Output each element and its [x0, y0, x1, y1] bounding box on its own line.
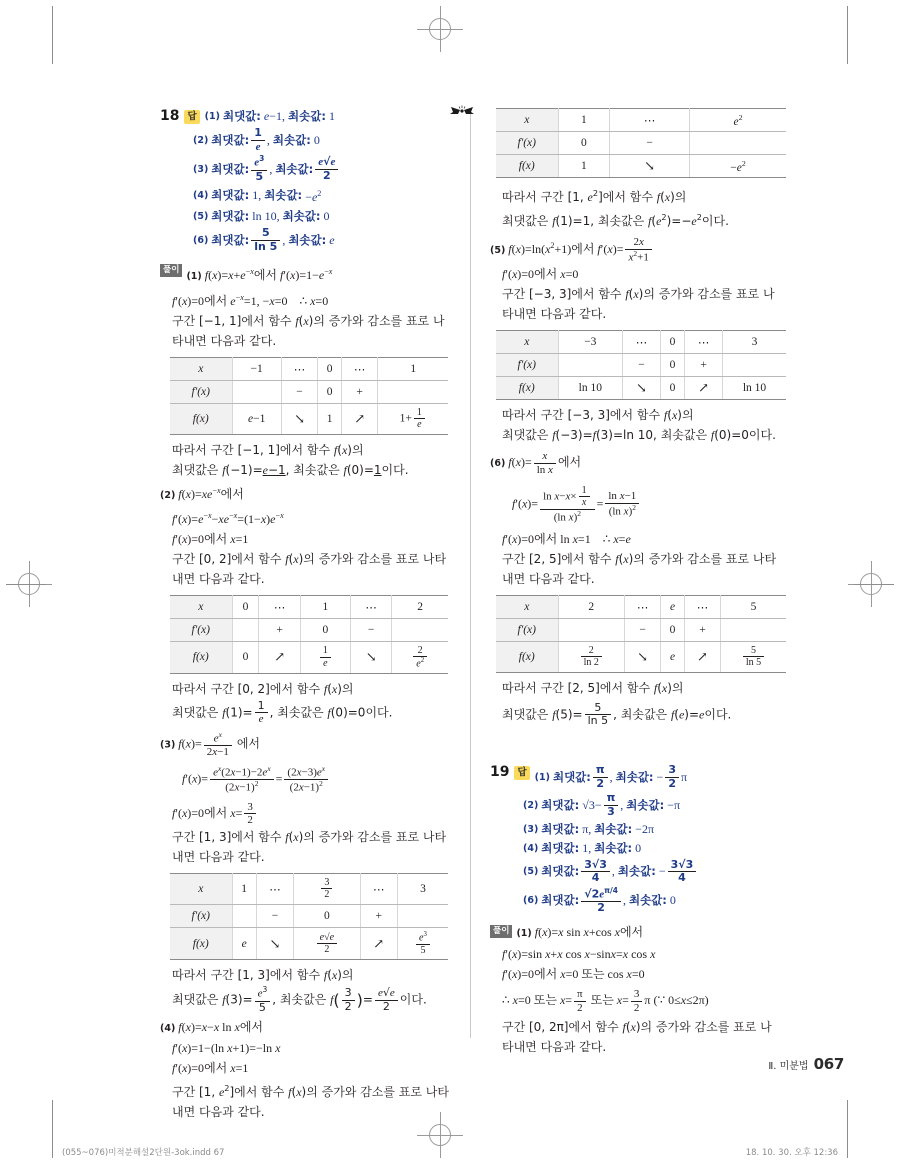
cell: $e^2$	[689, 109, 786, 132]
solution-18-2-line-3: f′(x)=0에서 x=1	[172, 531, 249, 546]
print-info-left: (055~076)미적분해설2단원-3ok.indd 67	[62, 1148, 225, 1158]
cell-x-header: x	[496, 331, 558, 354]
min-label: 최솟값:	[282, 209, 321, 224]
min-label: 최솟값:	[288, 232, 327, 247]
cell: 0	[232, 595, 259, 618]
cell: ⋯	[341, 357, 377, 380]
max-label: 최댓값:	[541, 864, 580, 879]
solution-18-3-line-2: f′(x)= $\frac{e^x(2x-1)-2e^x}{(2x-1)^2}$ = $\frac{(2x-3)e^x}{(2x-1)^2}$	[182, 765, 460, 795]
cell-x-header: x	[170, 873, 232, 904]
cell-f-header: f(x)	[170, 403, 232, 434]
solution-18-1-line-3: 구간 [−1, 1]에서 함수 f(x)의 증가와 감소를 표로 나	[172, 313, 445, 328]
table-row	[170, 873, 448, 904]
solution-19-header	[490, 922, 790, 944]
solution-19-1-line-2: f′(x)=sin x+x cos x−sinx=x cos x	[502, 946, 656, 961]
table-row	[496, 641, 786, 672]
cell: −	[350, 618, 391, 641]
table-row	[170, 641, 448, 673]
cell: 3	[722, 331, 786, 354]
answer-18-4-label: (4)	[193, 190, 209, 202]
min-label: 최솟값:	[594, 840, 633, 855]
solution-18-4-conclusion-1: 따라서 구간 [1, $e^2$]에서 함수 f(x)의	[502, 188, 687, 204]
cell: ⋯	[256, 873, 293, 904]
max-label: 최댓값:	[552, 769, 591, 784]
answer-19-5: (5) 최댓값: $\frac{3√3}{4}$ , 최솟값: − $\frac{3√3}{4}$	[523, 859, 790, 885]
max-label: 최댓값:	[211, 188, 250, 203]
cell: e	[661, 641, 685, 672]
answer-18-4: (4) 최댓값: 1, 최솟값: $-e^2$	[193, 188, 322, 205]
solution-18-1-line-2: f′(x)=0에서 $e^{-x}=1$, −x=0 ∴ x=0	[172, 292, 329, 308]
solution-badge: 풀이	[160, 264, 182, 277]
cell-fprime-header: f′(x)	[170, 618, 232, 641]
solution-18-5-conclusion-2: 최댓값은 f(−3)=f(3)=ln 10, 최솟값은 f(0)=0이다.	[502, 428, 776, 443]
solution-18-4-line-3: f′(x)=0에서 x=1	[172, 1061, 249, 1076]
cell-x-header: x	[170, 357, 232, 380]
cell: $-e^2$	[689, 155, 786, 178]
cell: 1+ $\frac{1}{e}$	[378, 403, 448, 434]
solution-badge: 풀이	[490, 925, 512, 938]
answer-18-5-label: (5)	[193, 211, 209, 223]
solution-18-6-line-3: f′(x)=0에서 ln x=1 ∴ x=e	[502, 531, 631, 546]
cell: 1	[378, 357, 448, 380]
cell: 3	[397, 873, 448, 904]
answer-18-6: (6) 최댓값: $\frac{5}{\ln 5}$ , 최솟값: e	[193, 226, 335, 253]
answer-18-3-label: (3)	[193, 163, 209, 175]
folio-page-number: 067	[813, 1055, 844, 1073]
cell: ⋯	[685, 331, 723, 354]
solution-18-2-conclusion-2: 최댓값은 f(1)= $\frac{1}{e}$ , 최솟값은 f(0)=0이다.	[172, 698, 393, 726]
cell: ⋯	[625, 595, 661, 618]
cell	[558, 618, 625, 641]
min-label: 최솟값:	[275, 161, 314, 176]
cell: −1	[232, 357, 281, 380]
part-label: (1)	[516, 927, 532, 939]
cell: −	[623, 354, 661, 377]
cell: −	[256, 904, 293, 927]
min-label: 최솟값:	[264, 188, 303, 203]
answer-19-6-label: (6)	[523, 895, 539, 907]
cell: ⋯	[281, 357, 317, 380]
cell: ln 10	[558, 377, 623, 400]
cell: +	[684, 618, 720, 641]
print-info-right: 18. 10. 30. 오후 12:36	[745, 1148, 838, 1158]
cell	[232, 380, 281, 403]
cell: 1	[558, 109, 610, 132]
table-row	[496, 132, 786, 155]
cell: $\frac{e√e}{2}$	[294, 927, 360, 959]
answer-badge-19: 답	[514, 766, 529, 780]
table-row	[496, 354, 786, 377]
cell: ⋯	[360, 873, 397, 904]
part-label: (5)	[490, 245, 506, 256]
cell: 0	[558, 132, 610, 155]
cell-arrow-down	[623, 377, 661, 400]
cell: 2	[558, 595, 625, 618]
cell: $\frac{2}{\ln 2}$	[558, 641, 625, 672]
solution-18-1-line-4: 타내면 다음과 같다.	[172, 333, 277, 348]
increase-decrease-table-18-5	[496, 330, 786, 400]
solution-18-4-line-5: 내면 다음과 같다.	[172, 1105, 265, 1120]
cell: 2	[392, 595, 448, 618]
problem-19-number: 19	[490, 764, 510, 781]
increase-decrease-table-18-2	[170, 595, 448, 674]
answer-badge-18: 답	[184, 110, 199, 124]
solution-18-3-conclusion-1: 따라서 구간 [1, 3]에서 함수 f(x)의	[172, 968, 354, 983]
answer-18-2-label: (2)	[193, 134, 209, 146]
cell: 0	[318, 357, 342, 380]
cell-arrow-down	[610, 155, 690, 178]
table-row	[170, 403, 448, 434]
cell-fprime-header: f′(x)	[496, 354, 558, 377]
solution-18-4-line-2: f′(x)=1−(ln x+1)=−ln x	[172, 1041, 281, 1056]
cell	[722, 354, 786, 377]
solution-18-4-line-4: 구간 [1, $e^2$]에서 함수 f(x)의 증가와 감소를 표로 나타	[172, 1083, 449, 1100]
table-row	[496, 377, 786, 400]
solution-18-6-line-2: f′(x)= ln x−x× $\frac{1}{x}$ (ln x)$^2$ = $\frac{\text{ln x−1}}{(\ln x)^2}$	[512, 485, 790, 524]
cell-arrow-up	[259, 641, 300, 673]
problem-19-header	[490, 764, 790, 790]
cell: ⋯	[610, 109, 690, 132]
cell	[558, 354, 623, 377]
cell	[232, 618, 259, 641]
answer-19-3-label: (3)	[523, 823, 539, 835]
table-row	[170, 595, 448, 618]
cell-arrow-up	[685, 377, 723, 400]
cell: $\frac{5}{\ln 5}$	[721, 641, 786, 672]
cell: $\frac{e^3}{5}$	[397, 927, 448, 959]
solution-18-3-line-3: f′(x)=0에서 x= $\frac{3}{2}$	[172, 801, 460, 827]
cell-arrow-up	[684, 641, 720, 672]
increase-decrease-table-18-4	[496, 108, 786, 178]
part-label: (6)	[490, 458, 506, 470]
solution-18-2-line-2: $f'(x)=e^{-x}-xe^{-x}=(1-x)e^{-x}$	[172, 510, 284, 526]
cell: +	[259, 618, 300, 641]
cell	[689, 132, 786, 155]
max-label: 최댓값:	[222, 109, 261, 123]
cell: ⋯	[259, 595, 300, 618]
solution-18-2-line-5: 내면 다음과 같다.	[172, 571, 265, 586]
answer-19-4-label: (4)	[523, 842, 539, 854]
table-row	[170, 927, 448, 959]
table-row	[496, 155, 786, 178]
cell: 5	[721, 595, 786, 618]
cell-f-header: f(x)	[496, 641, 558, 672]
cell-arrow-up	[360, 927, 397, 959]
solution-18-header	[160, 261, 460, 287]
cell: $\frac{2}{e^2}$	[392, 641, 448, 673]
cell: ⋯	[623, 331, 661, 354]
answer-19-3: (3) 최댓값: π, 최솟값: −2π	[523, 821, 655, 836]
table-row	[170, 618, 448, 641]
cell: ⋯	[350, 595, 391, 618]
cell: 1	[558, 155, 610, 178]
cell: 1	[318, 403, 342, 434]
cell: 0	[660, 377, 685, 400]
cell: ⋯	[684, 595, 720, 618]
solution-19-1-line-5: 구간 [0, 2π]에서 함수 f(x)의 증가와 감소를 표로 나	[502, 1020, 772, 1035]
min-label: 최솟값:	[594, 821, 633, 836]
solution-18-3-line-5: 내면 다음과 같다.	[172, 849, 265, 864]
folio-chapter: Ⅱ. 미분법	[768, 1061, 809, 1072]
solution-18-1-conclusion-2: 최댓값은 f(−1)=e−1, 최솟값은 f(0)=1이다.	[172, 462, 409, 477]
cell: 0	[660, 354, 685, 377]
solution-18-3-line-4: 구간 [1, 3]에서 함수 f(x)의 증가와 감소를 표로 나타	[172, 829, 447, 844]
cell-fprime-header: f′(x)	[170, 904, 232, 927]
folio	[768, 1055, 844, 1073]
cell	[232, 904, 256, 927]
solution-18-2-conclusion-1: 따라서 구간 [0, 2]에서 함수 f(x)의	[172, 681, 354, 696]
cell: ln 10	[722, 377, 786, 400]
solution-18-6-line-5: 내면 다음과 같다.	[502, 571, 595, 586]
table-row	[496, 109, 786, 132]
cell-f-header: f(x)	[496, 377, 558, 400]
cell: 0	[318, 380, 342, 403]
cell-fprime-header: f′(x)	[496, 132, 558, 155]
answer-18-3: (3) 최댓값: $\frac{e^3}{5}$ , 최솟값: $\frac{e√e}{2}$	[193, 155, 460, 183]
cell-arrow-down	[256, 927, 293, 959]
solution-18-2-line-1: (2) $f(x)=xe^{-x}$에서	[160, 485, 244, 501]
answer-19-6: (6) 최댓값: $\frac{√2e^{\pi/4}}{2}$ , 최솟값: 0	[523, 885, 676, 915]
cell: −	[610, 132, 690, 155]
cell: e	[661, 595, 685, 618]
answer-19-1-label: (1)	[534, 771, 550, 783]
answer-19-1: (1) 최댓값: $\frac{\pi}{2}$ , 최솟값: − $\frac{3}{2}$ π	[534, 763, 688, 790]
max-label: 최댓값:	[211, 132, 250, 147]
table-row	[170, 904, 448, 927]
cell-arrow-down	[350, 641, 391, 673]
cell: 0	[294, 904, 360, 927]
min-label: 최솟값:	[615, 769, 654, 784]
min-label: 최솟값:	[272, 132, 311, 147]
cell-fprime-header: f′(x)	[170, 380, 232, 403]
answer-19-2-label: (2)	[523, 800, 539, 811]
solution-18-3-line-1: (3) f(x)= $\frac{e^x}{2x-1}$ 에서	[160, 730, 261, 759]
solution-18-5-line-2: f′(x)=0에서 x=0	[502, 267, 579, 282]
solution-18-2-line-4: 구간 [0, 2]에서 함수 f(x)의 증가와 감소를 표로 나타	[172, 551, 447, 566]
solution-18-4-line-1: (4) f(x)=x−x ln x에서	[160, 1020, 264, 1035]
max-label: 최댓값:	[541, 798, 580, 812]
max-label: 최댓값:	[541, 893, 580, 908]
max-label: 최댓값:	[211, 161, 250, 176]
table-row	[170, 380, 448, 403]
cell: 0	[661, 618, 685, 641]
part-label: (1)	[186, 270, 202, 282]
solution-18-5-conclusion-1: 따라서 구간 [−3, 3]에서 함수 f(x)의	[502, 408, 694, 423]
max-label: 최댓값:	[541, 840, 580, 855]
cell: +	[341, 380, 377, 403]
solution-19-1-line-1: (1) f(x)=x sin x+cos x에서	[516, 924, 644, 939]
solution-18-5-line-3: 구간 [−3, 3]에서 함수 f(x)의 증가와 감소를 표로 나	[502, 287, 775, 302]
cell: +	[685, 354, 723, 377]
cell-arrow-down	[281, 403, 317, 434]
part-label: (2)	[160, 489, 176, 501]
cell-fprime-header: f′(x)	[496, 618, 558, 641]
min-label: 최솟값:	[288, 109, 326, 123]
cell-f-header: f(x)	[170, 641, 232, 673]
table-row	[496, 595, 786, 618]
max-label: 최댓값:	[541, 821, 580, 836]
cell: 1	[232, 873, 256, 904]
cell-arrow-up	[341, 403, 377, 434]
cell-f-header: f(x)	[170, 927, 232, 959]
cell-x-header: x	[170, 595, 232, 618]
min-label: 최솟값:	[617, 864, 656, 879]
cell	[721, 618, 786, 641]
table-row	[496, 331, 786, 354]
cell: −3	[558, 331, 623, 354]
answer-18-1: (1) 최댓값: e−1, 최솟값: 1	[204, 109, 335, 123]
answer-19-2: (2) 최댓값: √3− $\frac{\pi}{3}$ , 최솟값: −π	[523, 791, 681, 818]
solution-18-5-line-4: 타내면 다음과 같다.	[502, 307, 607, 322]
part-label: (3)	[160, 739, 176, 751]
cell	[392, 618, 448, 641]
answer-18-1-label: (1)	[204, 111, 220, 122]
solution-18-6-line-1: (6) f(x)= $\frac{x}{\text{ln x}}$ 에서	[490, 450, 582, 476]
cell: 1	[300, 595, 350, 618]
min-label: 최솟값:	[626, 798, 665, 812]
cell: e−1	[232, 403, 281, 434]
max-label: 최댓값:	[211, 209, 250, 224]
cell: $\frac{1}{e}$	[300, 641, 350, 673]
answer-18-6-label: (6)	[193, 234, 209, 246]
cell-x-header: x	[496, 595, 558, 618]
cell: $\frac{3}{2}$	[294, 873, 360, 904]
max-label: 최댓값:	[211, 232, 250, 247]
solution-18-6-line-4: 구간 [2, 5]에서 함수 f(x)의 증가와 감소를 표로 나타	[502, 551, 777, 566]
solution-18-6-conclusion-1: 따라서 구간 [2, 5]에서 함수 f(x)의	[502, 680, 684, 695]
increase-decrease-table-18-6	[496, 595, 786, 673]
cell: 0	[660, 331, 685, 354]
cell: 0	[300, 618, 350, 641]
min-label: 최솟값:	[628, 893, 667, 908]
solution-18-1-line-1: (1) $f(x)=x+e^{-x}$에서 $f'(x)=1-e^{-x}$	[186, 266, 333, 282]
table-row	[170, 357, 448, 380]
answer-18-5: (5) 최댓값: ln 10, 최솟값: 0	[193, 209, 330, 224]
cell-f-header: f(x)	[496, 155, 558, 178]
answer-18-2: (2) 최댓값: $\frac{1}{e}$ , 최솟값: 0	[193, 126, 320, 153]
answer-19-4: (4) 최댓값: 1, 최솟값: 0	[523, 840, 642, 855]
answer-19-5-label: (5)	[523, 866, 539, 878]
solution-19-1-line-6: 타내면 다음과 같다.	[502, 1040, 607, 1055]
cell-x-header: x	[496, 109, 558, 132]
cell: e	[232, 927, 256, 959]
solution-18-5-line-1: (5) $f(x)=\ln(x^2+1)$에서 f′(x)= $\frac{2x}{x^2+1}$	[490, 236, 790, 264]
solution-18-3-conclusion-2: 최댓값은 f(3)= $\frac{e^3}{5}$ , 최솟값은 f( $\frac{3}{2}$ )= $\frac{e√e}{2}$ 이다.	[172, 985, 427, 1014]
cell: −	[281, 380, 317, 403]
cell: −	[625, 618, 661, 641]
increase-decrease-table-18-1	[170, 357, 448, 435]
solution-19-1-line-4: ∴ x=0 또는 x= $\frac{\pi}{2}$ 또는 x= $\frac{3}{2}$ π (∵ 0≤x≤2π)	[502, 987, 709, 1014]
problem-18-number: 18	[160, 108, 180, 124]
increase-decrease-table-18-3	[170, 873, 448, 960]
left-column	[160, 108, 460, 1123]
cell-arrow-down	[625, 641, 661, 672]
right-column	[490, 108, 790, 1058]
cell	[397, 904, 448, 927]
cell: 0	[232, 641, 259, 673]
cell: +	[360, 904, 397, 927]
column-divider	[470, 108, 471, 1038]
problem-18-header	[160, 108, 460, 125]
solution-18-4-conclusion-2: 최댓값은 f(1)=1, 최솟값은 $f(e^2)=-e^2$이다.	[502, 212, 729, 228]
table-row	[496, 618, 786, 641]
solution-18-1-conclusion-1: 따라서 구간 [−1, 1]에서 함수 f(x)의	[172, 442, 364, 457]
part-label: (4)	[160, 1023, 176, 1035]
solution-18-6-conclusion-2: 최댓값은 f(5)= $\frac{5}{\ln 5}$ , 최솟값은 f(e)=e이다.	[502, 700, 732, 728]
solution-19-1-line-3: f′(x)=0에서 x=0 또는 cos x=0	[502, 966, 645, 981]
cell	[378, 380, 448, 403]
